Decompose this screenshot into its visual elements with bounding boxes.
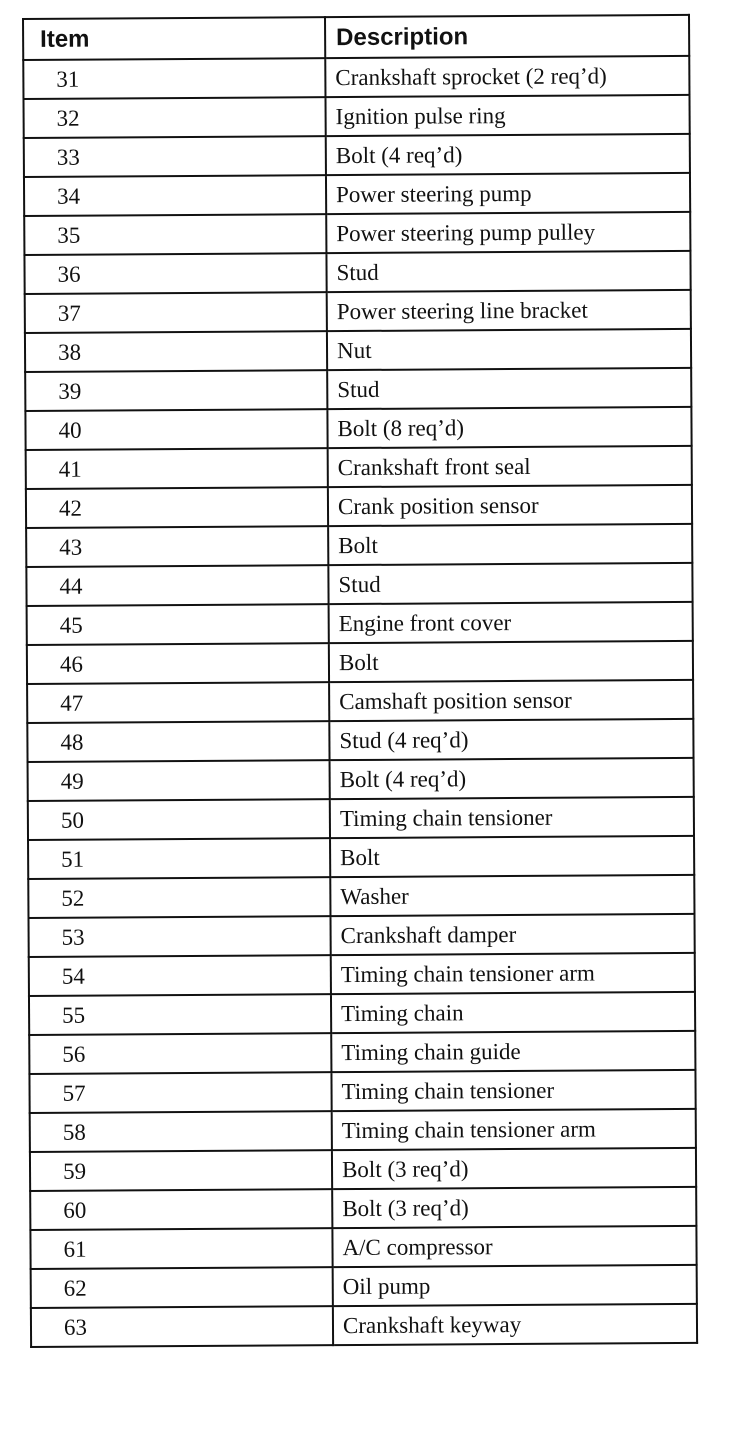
item-number: 62 <box>31 1267 333 1308</box>
table-row <box>27 641 693 684</box>
table-row <box>25 329 691 372</box>
table-row <box>28 797 694 840</box>
item-description: Crankshaft front seal <box>328 446 692 487</box>
item-number: 57 <box>29 1072 331 1113</box>
table-row <box>30 1226 696 1269</box>
item-number: 41 <box>26 448 328 489</box>
item-description: Bolt (4 req’d) <box>330 758 694 799</box>
item-description: Nut <box>327 329 691 370</box>
item-description: Bolt (3 req’d) <box>332 1187 696 1228</box>
item-number: 33 <box>24 136 326 177</box>
table-row <box>27 680 693 723</box>
item-description: Power steering line bracket <box>327 290 691 331</box>
table-row <box>25 290 691 333</box>
item-description: Timing chain guide <box>331 1031 695 1072</box>
table-row <box>30 1148 696 1191</box>
item-number: 36 <box>24 253 326 294</box>
table-row <box>28 758 694 801</box>
table-row <box>28 836 694 879</box>
item-number: 44 <box>26 565 328 606</box>
item-number: 58 <box>30 1111 332 1152</box>
table-row <box>23 56 689 99</box>
item-description: Power steering pump <box>326 173 690 214</box>
item-description: Crankshaft damper <box>330 914 694 955</box>
item-number: 46 <box>27 643 329 684</box>
item-description: Bolt <box>330 836 694 877</box>
item-number: 49 <box>28 760 330 801</box>
item-description: Timing chain tensioner arm <box>332 1109 696 1150</box>
table-row <box>30 1109 696 1152</box>
item-description: Timing chain tensioner arm <box>331 953 695 994</box>
item-number: 35 <box>24 214 326 255</box>
item-number: 43 <box>26 526 328 567</box>
table-row <box>28 914 694 957</box>
item-description: Ignition pulse ring <box>325 95 689 136</box>
item-number: 61 <box>30 1228 332 1269</box>
table-row <box>31 1304 697 1347</box>
table-row <box>27 719 693 762</box>
item-description: Stud <box>328 563 692 604</box>
item-description: Bolt <box>329 641 693 682</box>
item-description: Crank position sensor <box>328 485 692 526</box>
item-description: Power steering pump pulley <box>326 212 690 253</box>
table-row <box>30 1187 696 1230</box>
item-description: Oil pump <box>333 1265 697 1306</box>
item-number: 59 <box>30 1150 332 1191</box>
item-number: 52 <box>28 877 330 918</box>
item-number: 48 <box>27 721 329 762</box>
table-row <box>25 368 691 411</box>
item-description: Engine front cover <box>329 602 693 643</box>
item-description: Camshaft position sensor <box>329 680 693 721</box>
description-column-header: Description <box>325 15 689 58</box>
item-number: 60 <box>30 1189 332 1230</box>
table-row <box>23 95 689 138</box>
table-row <box>29 1070 695 1113</box>
item-description: Bolt (3 req’d) <box>332 1148 696 1189</box>
item-number: 39 <box>25 370 327 411</box>
item-number: 38 <box>25 331 327 372</box>
table-row <box>28 875 694 918</box>
table-row <box>24 173 690 216</box>
item-number: 47 <box>27 682 329 723</box>
table-row <box>29 992 695 1035</box>
item-number: 34 <box>24 175 326 216</box>
item-description: Timing chain <box>331 992 695 1033</box>
table-row <box>24 134 690 177</box>
item-description: Timing chain tensioner <box>330 797 694 838</box>
item-description: Bolt (8 req’d) <box>327 407 691 448</box>
item-number: 55 <box>29 994 331 1035</box>
item-number: 32 <box>23 97 325 138</box>
item-description: Bolt (4 req’d) <box>326 134 690 175</box>
table-row <box>26 446 692 489</box>
table-row <box>26 524 692 567</box>
item-description: Bolt <box>328 524 692 565</box>
item-number: 54 <box>29 955 331 996</box>
item-number: 63 <box>31 1306 333 1347</box>
item-number: 37 <box>25 292 327 333</box>
item-description: Timing chain tensioner <box>331 1070 695 1111</box>
item-description: Crankshaft sprocket (2 req’d) <box>325 56 689 97</box>
table-row <box>29 1031 695 1074</box>
table-row <box>26 563 692 606</box>
parts-table <box>22 14 698 1348</box>
item-column-header: Item <box>23 17 325 60</box>
item-number: 31 <box>23 58 325 99</box>
item-description: Washer <box>330 875 694 916</box>
table-row <box>24 251 690 294</box>
table-row <box>26 485 692 528</box>
item-description: Crankshaft keyway <box>333 1304 697 1345</box>
table-row <box>27 602 693 645</box>
item-number: 56 <box>29 1033 331 1074</box>
item-description: Stud <box>326 251 690 292</box>
item-number: 51 <box>28 838 330 879</box>
table-row <box>29 953 695 996</box>
item-description: Stud (4 req’d) <box>329 719 693 760</box>
table-row <box>24 212 690 255</box>
table-row <box>31 1265 697 1308</box>
item-number: 45 <box>27 604 329 645</box>
table-row <box>25 407 691 450</box>
item-number: 50 <box>28 799 330 840</box>
item-number: 42 <box>26 487 328 528</box>
table-header-row <box>23 15 689 60</box>
parts-table-body <box>23 56 697 1347</box>
item-description: Stud <box>327 368 691 409</box>
item-number: 40 <box>25 409 327 450</box>
item-description: A/C compressor <box>332 1226 696 1267</box>
item-number: 53 <box>28 916 330 957</box>
